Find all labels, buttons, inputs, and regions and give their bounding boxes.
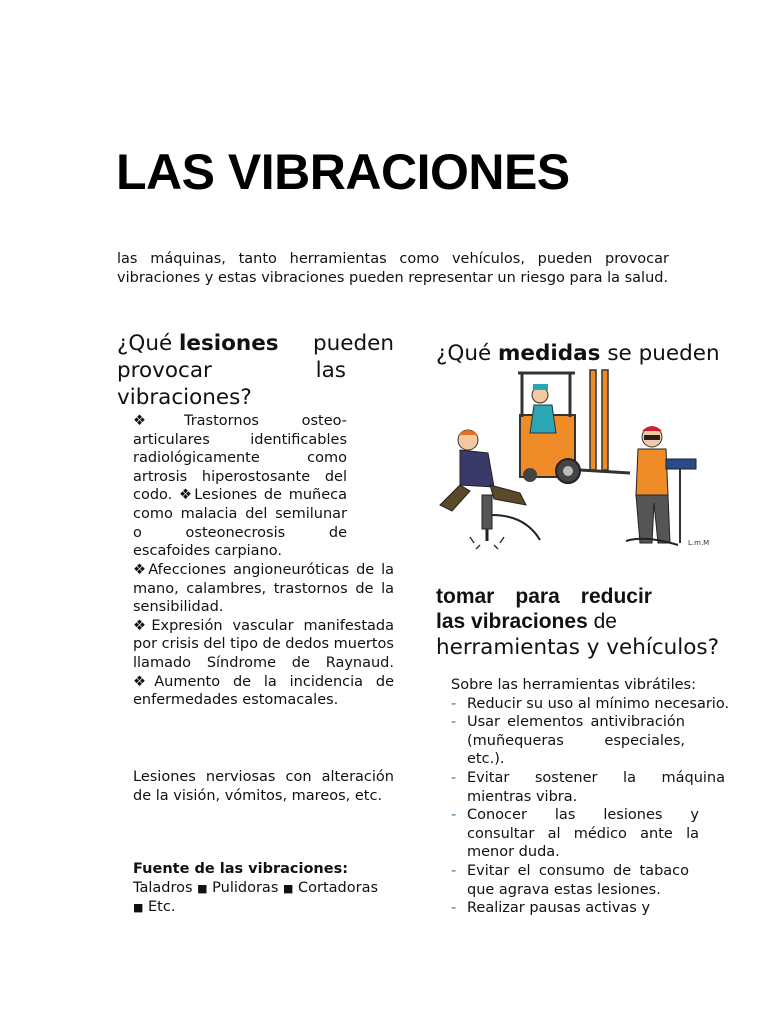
page-title: LAS VIBRACIONES <box>116 144 570 200</box>
question-medidas <box>436 340 720 367</box>
question-lesiones <box>117 330 394 411</box>
separator-icon: ■ <box>197 881 208 895</box>
q1-line3: vibraciones? <box>117 385 252 410</box>
dash-bullet: - <box>451 862 457 879</box>
intro-paragraph: las máquinas, tanto herramientas como vehículos, pueden provocar vibraciones y estas vibraciones pueden representar un riesgo para la salud. <box>117 251 669 286</box>
lesiones-list <box>133 561 394 710</box>
question-medidas-cont <box>436 584 736 661</box>
q1-line2b: las <box>315 358 346 383</box>
list-item-text: Evitar sostener la máquina mientras vibra. <box>467 769 725 805</box>
medidas-list <box>451 676 746 918</box>
list-item <box>451 899 687 918</box>
list-item-text: Realizar pausas activas y <box>467 900 651 917</box>
dash-bullet: - <box>451 769 457 786</box>
list-item-text: Reducir su uso al mínimo necesario. <box>467 695 730 712</box>
list-item <box>451 769 725 806</box>
dash-bullet: - <box>451 900 457 917</box>
medidas-intro: Sobre las herramientas vibrátiles: <box>451 677 696 693</box>
separator-icon: ■ <box>282 881 294 895</box>
list-item <box>451 713 685 769</box>
list-item-text: Conocer las lesiones y consultar al médico ante la menor duda. <box>467 807 699 861</box>
lesiones-item-1: ❖Trastornos osteo-articulares identificables radiológicamente como artrosis hiperostosante del codo. ❖Lesiones de muñeca como malacia del semilunar o osteonecrosis de escafoides carpiano. <box>133 413 347 560</box>
fuente-label: Fuente de las vibraciones: <box>133 861 349 877</box>
list-item <box>451 862 689 899</box>
list-item-text: Usar elementos antivibración (muñequeras especiales, etc.). <box>467 714 685 768</box>
workers-vibration-illustration <box>430 365 715 550</box>
lesiones-nerviosas: Lesiones nerviosas con alteración de la visión, vómitos, mareos, etc. <box>133 769 394 804</box>
worker-drill-icon <box>626 426 696 545</box>
dash-bullet: - <box>451 695 457 712</box>
q1-part2: pueden <box>312 331 394 356</box>
q2-w3: reducir <box>580 585 652 608</box>
q2-part1: ¿Qué <box>436 341 499 366</box>
q2-part2: se pueden <box>600 341 720 366</box>
q2-bold: medidas <box>498 341 601 366</box>
separator-icon: ■ <box>133 901 144 915</box>
q2-line3: herramientas y vehículos? <box>436 635 720 660</box>
lesiones-item-2: ❖Afecciones angioneuróticas de la mano, calambres, trastornos de la sensibilidad. <box>133 562 394 616</box>
fuente-item: Taladros <box>133 879 193 896</box>
q2-w1: tomar <box>436 585 495 608</box>
list-item <box>451 695 746 714</box>
fuente-section <box>133 860 394 918</box>
fuente-item: Etc. <box>148 899 176 916</box>
fuente-item: Pulidoras <box>212 879 279 896</box>
q1-bold: lesiones <box>179 331 279 356</box>
q2-w2: para <box>515 585 560 608</box>
fuente-item: Cortadoras <box>298 879 379 896</box>
lesiones-item-3: ❖Expresión vascular manifestada por crisis del tipo de dedos muertos llamado Síndrome de Raynaud. ❖Aumento de la incidencia de enfermedades estomacales. <box>133 617 394 709</box>
fuente-items <box>133 879 394 918</box>
dash-bullet: - <box>451 807 457 824</box>
forklift-icon <box>518 370 630 483</box>
q1-line2a: provocar <box>117 358 212 383</box>
list-item-text: Evitar el consumo de tabaco que agrava estas lesiones. <box>467 862 689 898</box>
dash-bullet: - <box>451 714 457 731</box>
q2-l2-rest: de <box>587 610 617 633</box>
illustration-signature: L.m.M <box>688 539 710 547</box>
list-item <box>451 806 699 862</box>
q2-l2-bold: las vibraciones <box>436 610 588 633</box>
q1-part1: ¿Qué <box>117 331 180 356</box>
